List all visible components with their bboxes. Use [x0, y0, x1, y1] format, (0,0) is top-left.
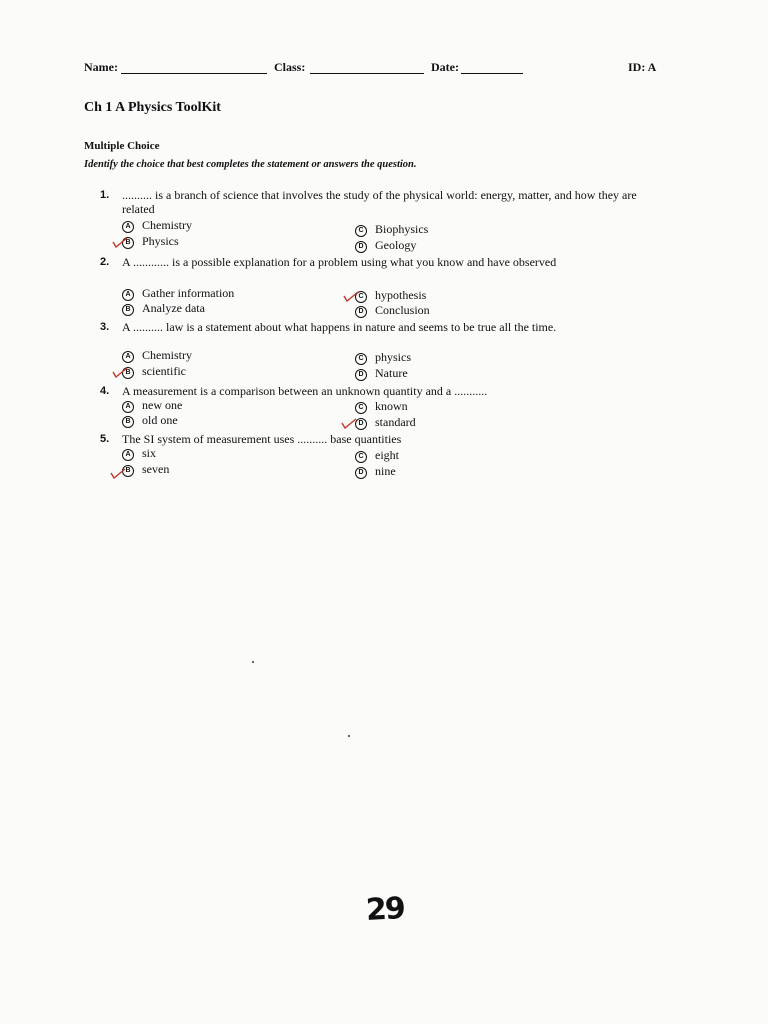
q5-option-b[interactable]	[122, 462, 169, 477]
bubble-b-icon: B	[122, 237, 134, 249]
q4-option-b[interactable]	[122, 413, 178, 428]
handwritten-page-number: 29	[365, 891, 405, 928]
bubble-a-icon: A	[122, 449, 134, 461]
page-title: Ch 1 A Physics ToolKit	[84, 100, 221, 115]
scan-speck	[348, 735, 350, 737]
bubble-b-icon: B	[122, 304, 134, 316]
scan-speck	[252, 661, 254, 663]
question-number: 3.	[100, 321, 110, 333]
bubble-b-icon: B	[122, 465, 134, 477]
bubble-a-icon: A	[122, 221, 134, 233]
bubble-d-icon: D	[355, 241, 367, 253]
section-instructions: Identify the choice that best completes the statement or answers the question.	[84, 159, 417, 170]
bubble-a-icon: A	[122, 401, 134, 413]
bubble-c-icon: C	[355, 291, 367, 303]
q5-option-c[interactable]	[355, 448, 399, 463]
option-text: Biophysics	[375, 222, 429, 236]
q1-option-b[interactable]	[122, 234, 179, 249]
class-label: Class:	[274, 60, 306, 74]
bubble-d-icon: D	[355, 369, 367, 381]
option-text: six	[142, 446, 157, 460]
bubble-c-icon: C	[355, 451, 367, 463]
bubble-c-icon: C	[355, 402, 367, 414]
id-label: ID: A	[628, 60, 657, 74]
bubble-c-icon: C	[355, 225, 367, 237]
q3-option-d[interactable]	[355, 366, 408, 381]
bubble-d-icon: D	[355, 418, 367, 430]
option-text: known	[375, 399, 408, 413]
option-text: Physics	[142, 234, 179, 248]
check-mark-icon	[341, 417, 357, 429]
option-text: Chemistry	[142, 348, 192, 362]
q5-option-d[interactable]	[355, 464, 396, 479]
q3-option-b[interactable]	[122, 364, 186, 379]
q2-option-c[interactable]	[355, 288, 426, 303]
bubble-c-icon: C	[355, 353, 367, 365]
option-text: Geology	[375, 238, 417, 252]
question-text: A measurement is a comparison between an unknown quantity and a ...........	[122, 384, 488, 398]
header	[84, 60, 664, 80]
bubble-a-icon: A	[122, 351, 134, 363]
option-text: standard	[375, 415, 416, 429]
option-text: Analyze data	[142, 301, 205, 315]
option-text: seven	[142, 462, 170, 476]
bubble-d-icon: D	[355, 306, 367, 318]
question-text: A .......... law is a statement about what happens in nature and seems to be true all the time.	[122, 320, 557, 334]
option-text: nine	[375, 464, 396, 478]
option-text: hypothesis	[375, 288, 427, 302]
q1-option-c[interactable]	[355, 222, 428, 237]
q2-option-b[interactable]	[122, 301, 205, 316]
class-field-line[interactable]	[310, 73, 424, 74]
name-label: Name:	[84, 60, 118, 74]
option-text: eight	[375, 448, 399, 462]
question-number: 5.	[100, 433, 110, 445]
q1-option-a[interactable]	[122, 218, 192, 233]
section-heading: Multiple Choice	[84, 140, 160, 152]
question-text: .......... is a branch of science that involves the study of the physical world: energy, matter, and how they are related	[122, 188, 637, 216]
name-field-line[interactable]	[121, 73, 267, 74]
check-mark-icon	[110, 467, 126, 479]
option-text: scientific	[142, 364, 186, 378]
question-number: 4.	[100, 385, 110, 397]
bubble-d-icon: D	[355, 467, 367, 479]
option-text: Nature	[375, 366, 408, 380]
option-text: physics	[375, 350, 411, 364]
date-label: Date:	[431, 60, 459, 74]
q2-option-d[interactable]	[355, 303, 430, 318]
option-text: old one	[142, 413, 178, 427]
bubble-a-icon: A	[122, 289, 134, 301]
q1-option-d[interactable]	[355, 238, 416, 253]
option-text: new one	[142, 398, 183, 412]
q3-option-c[interactable]	[355, 350, 411, 365]
date-field-line[interactable]	[461, 73, 523, 74]
option-text: Gather information	[142, 286, 235, 300]
check-mark-icon	[112, 236, 128, 248]
q2-option-a[interactable]	[122, 286, 234, 301]
question-number: 1.	[100, 189, 110, 201]
q3-option-a[interactable]	[122, 348, 192, 363]
option-text: Chemistry	[142, 218, 192, 232]
check-mark-icon	[343, 290, 359, 302]
q5-option-a[interactable]	[122, 446, 156, 461]
question-text: A ............ is a possible explanation for a problem using what you know and have observed	[122, 255, 557, 269]
q4-option-a[interactable]	[122, 398, 182, 413]
bubble-b-icon: B	[122, 367, 134, 379]
check-mark-icon	[112, 366, 128, 378]
question-text: The SI system of measurement uses .......... base quantities	[122, 432, 402, 446]
option-text: Conclusion	[375, 303, 430, 317]
q4-option-d[interactable]	[355, 415, 416, 430]
question-number: 2.	[100, 256, 110, 268]
q4-option-c[interactable]	[355, 399, 408, 414]
bubble-b-icon: B	[122, 416, 134, 428]
